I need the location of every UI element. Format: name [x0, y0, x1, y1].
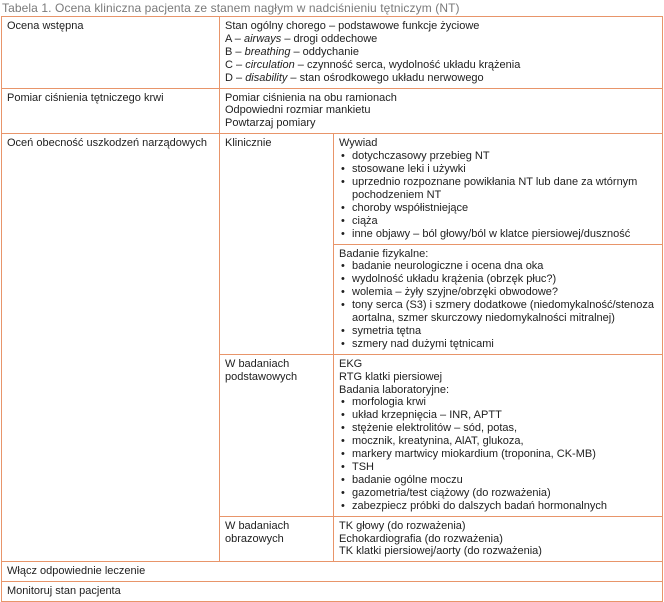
list-item: • symetria tętna: [339, 325, 658, 338]
sub-label: W badaniach obrazowych: [225, 519, 290, 545]
row-label-cell: [2, 134, 220, 562]
term: breathing: [244, 45, 291, 58]
exam-list: [339, 260, 658, 350]
list-item: • wolemia – żyły szyjne/obrzęki obwodowe?: [339, 286, 658, 299]
text: A –: [225, 32, 244, 45]
list-item: • stosowane leki i używki: [339, 163, 658, 176]
text: C –: [225, 58, 246, 71]
row-label: Ocena wstępna: [7, 20, 84, 32]
list-item: • TSH: [339, 461, 658, 474]
table-row-treatment: [2, 562, 663, 582]
text: – czynność serca, wydolność układu krążenia: [294, 58, 521, 71]
list-item: • dotychczasowy przebieg NT: [339, 150, 658, 163]
list-item: • stężenie elektrolitów – sód, potas,: [339, 422, 658, 435]
list-item: • morfologia krwi: [339, 396, 658, 409]
text: – stan ośrodkowego układu nerwowego: [287, 71, 484, 84]
table-caption: Tabela 1. Ocena kliniczna pacjenta ze stanem nagłym w nadciśnieniu tętniczym (NT): [2, 1, 460, 15]
list-item: • zabezpiecz próbki do dalszych badań hormonalnych: [339, 500, 658, 513]
sub-label: W badaniach podstawowych: [225, 357, 298, 383]
history-list: [339, 150, 658, 240]
list-item: • markery martwicy miokardium (troponina, CK-MB): [339, 448, 658, 461]
list-item: • gazometria/test ciążowy (do rozważenia): [339, 487, 658, 500]
table-row-organ-damage-history: [2, 134, 663, 244]
history-cell: [334, 134, 663, 244]
text: – drogi oddechowe: [281, 32, 378, 45]
bp-cell: [220, 88, 663, 134]
imaging-line: Echokardiografia (do rozważenia): [339, 532, 503, 545]
basic-tests-cell: [334, 354, 663, 516]
list-item: • tony serca (S3) i szmery dodatkowe (niedomykalność/stenoza aortalna, szmer skurczowy niedomykalności mitralnej): [339, 299, 658, 325]
clinical-assessment-table: [1, 16, 663, 602]
exam-cell: [334, 244, 663, 354]
basic-line: EKG: [339, 357, 363, 370]
table-row-bp-measurement: [2, 88, 663, 134]
table-row-initial-assessment: [2, 17, 663, 89]
list-item: • badanie ogólne moczu: [339, 474, 658, 487]
row-label-cell: [2, 88, 220, 134]
text: D –: [225, 71, 246, 84]
imaging-line: TK głowy (do rozważenia): [339, 519, 466, 532]
text: Stan ogólny chorego – podstawowe funkcje życiowe: [225, 20, 480, 32]
list-item: • wydolność układu krążenia (obrzęk płuc?): [339, 273, 658, 286]
sub-label-cell: [220, 134, 334, 355]
imaging-cell: [334, 516, 663, 562]
list-item: • uprzednio rozpoznane powikłania NT lub dane za wtórnym pochodzeniem NT: [339, 176, 658, 202]
list-item: • badanie neurologiczne i ocena dna oka: [339, 260, 658, 273]
list-item: • inne objawy – ból głowy/ból w klatce piersiowej/duszność: [339, 228, 658, 241]
list-item: • choroby współistniejące: [339, 202, 658, 215]
term: disability: [245, 71, 288, 84]
row-label: Włącz odpowiednie leczenie: [7, 565, 146, 578]
list-item: • układ krzepnięcia – INR, APTT: [339, 409, 658, 422]
basic-line: Badania laboratoryjne:: [339, 383, 450, 396]
row-label-cell: [2, 582, 663, 602]
row-label: Monitoruj stan pacjenta: [7, 585, 121, 598]
row-label-cell: [2, 562, 663, 582]
table-row-monitoring: [2, 582, 663, 602]
basic-line: RTG klatki piersiowej: [339, 370, 443, 383]
list-item: • szmery nad dużymi tętnicami: [339, 338, 658, 351]
bp-line: Pomiar ciśnienia na obu ramionach: [225, 91, 397, 104]
abcd-line-d: [225, 72, 658, 85]
term: circulation: [245, 58, 295, 71]
imaging-line: TK klatki piersiowej/aorty (do rozważenia): [339, 545, 542, 558]
list-item: • ciąża: [339, 215, 658, 228]
abcd-line-c: [225, 59, 658, 72]
sub-label-cell: [220, 516, 334, 562]
exam-title: Badanie fizykalne:: [339, 247, 429, 260]
row-label-cell: [2, 17, 220, 89]
bp-line: Odpowiedni rozmiar mankietu: [225, 104, 371, 117]
abcd-line-a: [225, 33, 658, 46]
abcd-cell: [220, 17, 663, 89]
row-label: Pomiar ciśnienia tętniczego krwi: [7, 91, 164, 104]
abcd-intro: [225, 20, 658, 33]
term: airways: [243, 32, 282, 45]
sub-label: Klinicznie: [225, 137, 272, 150]
history-title: Wywiad: [339, 137, 378, 150]
text: – oddychanie: [290, 45, 359, 58]
sub-label-cell: [220, 354, 334, 516]
lab-list: [339, 396, 658, 512]
bp-line: Powtarzaj pomiary: [225, 117, 316, 130]
row-label: Oceń obecność uszkodzeń narządowych: [7, 137, 207, 150]
text: B –: [225, 45, 245, 58]
list-item: • mocznik, kreatynina, AlAT, glukoza,: [339, 435, 658, 448]
abcd-line-b: [225, 46, 658, 59]
